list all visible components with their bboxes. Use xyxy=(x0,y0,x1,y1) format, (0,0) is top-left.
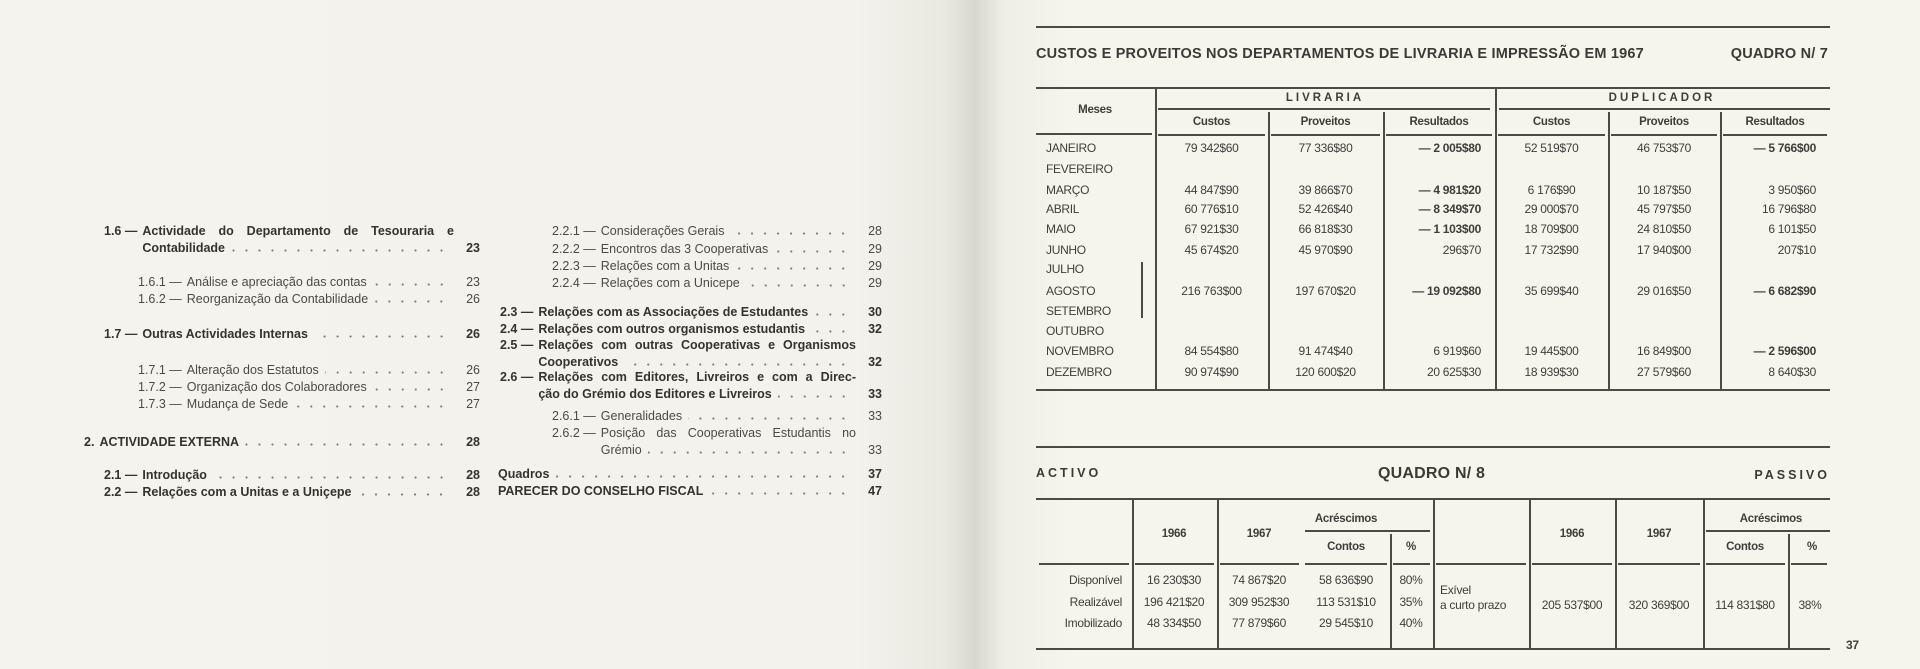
dot-leader xyxy=(730,232,850,235)
dot-leader xyxy=(709,492,850,495)
column-divider xyxy=(1433,499,1435,648)
table-cell: 17 940$00 xyxy=(1636,243,1692,257)
toc-entry-title: Análise e apreciação das contas xyxy=(186,275,367,289)
table-cell: 60 776$10 xyxy=(1184,202,1239,216)
table-cell: 29 000$70 xyxy=(1524,202,1579,216)
column-divider xyxy=(1615,499,1617,648)
column-header: 1966 xyxy=(1559,528,1585,540)
column-divider xyxy=(1529,499,1531,648)
passivo-label: PASSIVO xyxy=(1754,468,1830,482)
table-cell: 45 674$20 xyxy=(1184,243,1239,257)
table-cell: 74 867$20 xyxy=(1231,573,1287,587)
header-rule xyxy=(1271,134,1380,136)
toc-entry-number: 2.6.1 — xyxy=(552,409,596,423)
table-cell: 48 334$50 xyxy=(1146,616,1202,630)
toc-entry-title: Posição das Cooperativas Estudantis no xyxy=(600,426,856,440)
table-cell: 196 421$20 xyxy=(1143,595,1205,609)
table-cell: 16 230$30 xyxy=(1146,573,1202,587)
table-cell: 16 796$80 xyxy=(1761,202,1816,216)
table-cell: 35 699$40 xyxy=(1524,284,1579,298)
dot-leader xyxy=(373,388,448,391)
month-label: FEVEREIRO xyxy=(1046,162,1113,176)
toc-entry-title: Grémio xyxy=(600,443,642,457)
header-rule xyxy=(1611,134,1717,136)
table-cell: 120 600$20 xyxy=(1295,365,1356,379)
toc-entry-page: 29 xyxy=(868,276,882,290)
column-header: % xyxy=(1807,541,1817,553)
group-header-livraria: LIVRARIA xyxy=(1285,92,1365,104)
table-cell: 90 974$90 xyxy=(1184,365,1239,379)
dot-leader xyxy=(373,283,448,286)
dot-leader xyxy=(735,267,850,270)
toc-entry-title: Relações com as Associações de Estudantes xyxy=(538,305,809,319)
toc-entry-page: 28 xyxy=(868,224,882,238)
table-cell: 52 519$70 xyxy=(1524,141,1579,155)
table-cell: 6 101$50 xyxy=(1768,222,1816,236)
dot-leader xyxy=(231,249,448,252)
toc-entry-number: 2.1 — xyxy=(104,468,138,482)
toc-entry-number: 2.2.1 — xyxy=(552,224,596,238)
table-cell: 91 474$40 xyxy=(1298,344,1353,358)
column-header: 1966 xyxy=(1161,528,1187,540)
toc-entry-page: 33 xyxy=(868,443,882,457)
month-label: JANEIRO xyxy=(1046,141,1096,155)
table-cell: 77 336$80 xyxy=(1298,141,1353,155)
toc-entry-page: 28 xyxy=(466,435,480,449)
toc-entry-page: 26 xyxy=(466,327,480,341)
page-number: 37 xyxy=(1846,638,1859,652)
header-rule xyxy=(1039,563,1129,565)
toc-entry-title: Outras Actividades Internas xyxy=(142,327,308,341)
header-rule xyxy=(1305,563,1387,565)
toc-entry[interactable] xyxy=(552,408,882,425)
toc-entry-number: 1.6.1 — xyxy=(138,275,182,289)
toc-entry[interactable] xyxy=(552,275,882,292)
header-rule xyxy=(1436,563,1526,565)
table-cell: 45 797$50 xyxy=(1636,202,1692,216)
toc-entry[interactable] xyxy=(138,274,480,291)
meses-header: Meses xyxy=(1078,104,1112,116)
toc-entry-number: 1.7.3 — xyxy=(138,397,182,411)
quadro7-title: CUSTOS E PROVEITOS NOS DEPARTAMENTOS DE LIVRARIA E IMPRESSÃO EM 1967 xyxy=(1036,46,1644,62)
toc-entry-title: Alteração dos Estatutos xyxy=(186,363,319,377)
table-cell: 66 818$30 xyxy=(1298,222,1353,236)
toc-entry-number: 2.2 — xyxy=(104,485,138,499)
toc-entry-title: Relações com Editores, Livreiros e com a Direc- xyxy=(538,370,856,384)
toc-entry-page: 29 xyxy=(868,259,882,273)
column-header: % xyxy=(1406,541,1416,553)
toc-entry-number: 2. xyxy=(84,435,95,449)
header-rule xyxy=(1706,563,1785,565)
toc-entry[interactable] xyxy=(498,483,882,500)
table-cell: — 4 981$20 xyxy=(1418,183,1481,197)
toc-entry-title: ção do Grémio dos Editores e Livreiros xyxy=(538,387,772,401)
column-header: Custos xyxy=(1532,116,1571,128)
column-divider xyxy=(1703,499,1705,648)
table-cell: 113 531$10 xyxy=(1316,595,1376,609)
column-divider xyxy=(1217,499,1219,648)
table-cell: 39 866$70 xyxy=(1298,183,1353,197)
column-divider xyxy=(1390,534,1392,648)
column-header: 1967 xyxy=(1246,528,1272,540)
dot-leader xyxy=(555,475,850,478)
right-page xyxy=(975,0,1920,669)
toc-entry[interactable] xyxy=(552,241,882,258)
table-cell: 296$70 xyxy=(1442,243,1481,257)
table-cell: — 2 005$80 xyxy=(1418,141,1481,155)
column-header: Contos xyxy=(1726,541,1764,553)
toc-entry-title: Quadros xyxy=(498,467,550,481)
table-cell: 17 732$90 xyxy=(1524,243,1579,257)
activo-label: ACTIVO xyxy=(1036,466,1102,480)
acrescimos-rule xyxy=(1305,530,1430,532)
table-cell: 6 176$90 xyxy=(1527,183,1576,197)
toc-entry[interactable] xyxy=(500,369,882,403)
column-divider xyxy=(1132,499,1134,648)
toc-entry[interactable] xyxy=(552,223,882,240)
toc-entry-title: PARECER DO CONSELHO FISCAL xyxy=(498,484,704,498)
column-divider xyxy=(1383,112,1385,389)
column-header: Proveitos xyxy=(1300,116,1351,128)
table-cell: 18 709$00 xyxy=(1524,222,1579,236)
toc-entry[interactable] xyxy=(500,337,882,371)
row-label: Imobilizado xyxy=(1064,616,1122,630)
toc-entry-title: Actividade do Departamento de Tesouraria e xyxy=(142,224,454,238)
header-rule xyxy=(1791,563,1827,565)
top-rule xyxy=(1036,26,1830,28)
dot-leader xyxy=(357,493,448,496)
toc-entry-title: Generalidades xyxy=(600,409,683,423)
table-bottom-rule xyxy=(1036,389,1830,391)
dot-leader xyxy=(814,313,850,316)
month-label: JUNHO xyxy=(1046,243,1086,257)
toc-entry-title: Relações com outros organismos estudantis xyxy=(538,322,806,336)
table-cell: 29 545$10 xyxy=(1318,616,1374,630)
toc-entry-page: 26 xyxy=(466,363,480,377)
row-label: Realizável xyxy=(1069,595,1122,609)
header-rule xyxy=(1220,563,1299,565)
toc-entry-page: 29 xyxy=(868,242,882,256)
header-rule xyxy=(1618,563,1700,565)
column-divider xyxy=(1268,112,1270,389)
top-rule xyxy=(1036,446,1830,448)
toc-entry[interactable] xyxy=(498,466,882,483)
header-rule xyxy=(1498,134,1605,136)
table-cell: 6 919$60 xyxy=(1433,344,1481,358)
toc-entry-title: Encontros das 3 Cooperativas xyxy=(600,242,769,256)
toc-entry[interactable] xyxy=(138,362,480,379)
column-header: Acréscimos xyxy=(1739,513,1802,525)
table-cell: 46 753$70 xyxy=(1636,141,1692,155)
group-rule xyxy=(1158,108,1490,110)
header-rule xyxy=(1158,134,1265,136)
bracket xyxy=(1141,262,1143,318)
table-cell: 216 763$00 xyxy=(1181,284,1242,298)
column-header: 1967 xyxy=(1646,528,1672,540)
toc-entry-page: 23 xyxy=(466,275,480,289)
month-label: OUTUBRO xyxy=(1046,324,1104,338)
toc-entry-title: Relações com outras Cooperativas e Organismos xyxy=(538,338,856,352)
toc-entry-title: Reorganização da Contabilidade xyxy=(186,292,369,306)
toc-entry-number: 1.6 — xyxy=(104,224,138,238)
toc-entry-title: Relações com a Unitas xyxy=(600,259,730,273)
table-cell: — 2 596$00 xyxy=(1753,344,1816,358)
header-rule xyxy=(1036,133,1152,135)
column-header: Custos xyxy=(1192,116,1231,128)
toc-entry-page: 33 xyxy=(868,409,882,423)
table-cell: 35% xyxy=(1399,595,1423,609)
header-rule xyxy=(1386,134,1492,136)
dot-leader xyxy=(811,330,850,333)
dot-leader xyxy=(774,250,850,253)
column-divider xyxy=(1720,112,1722,389)
toc-entry-page: 33 xyxy=(868,387,882,401)
dot-leader xyxy=(648,451,850,454)
toc-entry[interactable] xyxy=(138,379,480,396)
toc-entry[interactable] xyxy=(104,326,480,343)
column-header: Resultados xyxy=(1409,116,1469,128)
month-label: ABRIL xyxy=(1046,202,1080,216)
column-divider xyxy=(1155,88,1157,389)
dot-leader xyxy=(374,300,448,303)
header-rule xyxy=(1393,563,1430,565)
table-cell: 3 950$60 xyxy=(1768,183,1816,197)
table-cell: 27 579$60 xyxy=(1636,365,1692,379)
toc-entry-title: Considerações Gerais xyxy=(600,224,725,238)
table-cell: — 19 092$80 xyxy=(1412,284,1481,298)
toc-entry-page: 37 xyxy=(868,467,882,481)
toc-entry-title: Cooperativos xyxy=(538,355,619,369)
toc-entry-page: 28 xyxy=(466,485,480,499)
month-label: AGOSTO xyxy=(1046,284,1096,298)
month-label: MAIO xyxy=(1046,222,1076,236)
toc-entry-number: 2.5 — xyxy=(500,338,534,352)
toc-entry[interactable] xyxy=(138,291,480,308)
toc-entry-number: 1.7 — xyxy=(104,327,138,341)
toc-entry[interactable] xyxy=(500,304,882,321)
column-header: Resultados xyxy=(1745,116,1805,128)
dot-leader xyxy=(688,417,850,420)
table-cell: — 5 766$00 xyxy=(1753,141,1816,155)
column-divider xyxy=(1608,112,1610,389)
table-cell: 67 921$30 xyxy=(1184,222,1239,236)
group-header-duplicador: DUPLICADOR xyxy=(1608,92,1716,104)
header-rule xyxy=(1723,134,1827,136)
toc-entry-page: 26 xyxy=(466,292,480,306)
table-cell: 84 554$80 xyxy=(1184,344,1239,358)
toc-entry-title: Mudança de Sede xyxy=(186,397,289,411)
table-cell: — 8 349$70 xyxy=(1418,202,1481,216)
table-cell: 38% xyxy=(1798,598,1822,612)
toc-entry-title: Relações com a Unicepe xyxy=(600,276,740,290)
table-cell: 45 970$90 xyxy=(1298,243,1353,257)
toc-entry[interactable] xyxy=(84,434,480,451)
table-cell: 18 939$30 xyxy=(1524,365,1579,379)
toc-entry[interactable] xyxy=(552,258,882,275)
toc-entry-page: 32 xyxy=(868,355,882,369)
dot-leader xyxy=(746,284,850,287)
toc-entry-page: 27 xyxy=(466,380,480,394)
toc-entry[interactable] xyxy=(500,321,882,338)
table-cell: — 6 682$90 xyxy=(1753,284,1816,298)
toc-entry-number: 2.4 — xyxy=(500,322,534,336)
table-cell: 10 187$50 xyxy=(1636,183,1692,197)
toc-entry-number: 2.6 — xyxy=(500,370,534,384)
toc-entry-number: 1.7.1 — xyxy=(138,363,182,377)
toc-entry-number: 1.6.2 — xyxy=(138,292,182,306)
quadro7-number: QUADRO N/ 7 xyxy=(1730,46,1828,62)
month-label: DEZEMBRO xyxy=(1046,365,1112,379)
dot-leader xyxy=(213,476,448,479)
toc-entry[interactable] xyxy=(104,467,480,484)
table-cell: — 1 103$00 xyxy=(1418,222,1481,236)
acrescimos-rule xyxy=(1706,530,1830,532)
dot-leader xyxy=(325,371,448,374)
toc-entry[interactable] xyxy=(104,223,480,257)
toc-entry-page: 28 xyxy=(466,468,480,482)
table-cell: 24 810$50 xyxy=(1636,222,1692,236)
column-divider xyxy=(1495,88,1497,389)
toc-entry-number: 2.2.2 — xyxy=(552,242,596,256)
toc-entry-title: Relações com a Unitas e a Uniçepe xyxy=(142,485,352,499)
table-cell: 197 670$20 xyxy=(1295,284,1356,298)
toc-entry-number: 2.2.4 — xyxy=(552,276,596,290)
column-header: Proveitos xyxy=(1639,116,1689,128)
table-cell: 114 831$80 xyxy=(1715,598,1775,612)
dot-leader xyxy=(624,363,850,366)
month-label: MARÇO xyxy=(1046,183,1090,197)
group-rule xyxy=(1499,108,1830,110)
table-cell: 44 847$90 xyxy=(1184,183,1239,197)
quadro8-number: QUADRO N/ 8 xyxy=(1378,465,1486,482)
dot-leader xyxy=(294,405,448,408)
toc-entry-page: 23 xyxy=(466,241,480,255)
table-cell: 29 016$50 xyxy=(1636,284,1692,298)
table-cell: 19 445$00 xyxy=(1524,344,1579,358)
table-bottom-rule xyxy=(1036,648,1830,650)
dot-leader xyxy=(314,335,448,338)
toc-entry-number: 2.3 — xyxy=(500,305,534,319)
toc-entry-title: Introdução xyxy=(142,468,207,482)
toc-entry-title: Contabilidade xyxy=(142,241,226,255)
dot-leader xyxy=(778,395,850,398)
table-cell: 320 369$00 xyxy=(1628,598,1690,612)
column-divider xyxy=(1788,534,1790,648)
toc-entry-page: 47 xyxy=(868,484,882,498)
table-cell: 52 426$40 xyxy=(1298,202,1353,216)
toc-entry-title: Organização dos Colaboradores xyxy=(186,380,367,394)
table-cell: 205 537$00 xyxy=(1541,598,1603,612)
table-cell: 77 879$60 xyxy=(1231,616,1287,630)
table-cell: 58 636$90 xyxy=(1318,573,1374,587)
column-header: Acréscimos xyxy=(1314,513,1378,525)
table-cell: 8 640$30 xyxy=(1768,365,1816,379)
toc-entry-number: 2.2.3 — xyxy=(552,259,596,273)
toc-entry[interactable] xyxy=(138,396,480,413)
table-cell: 40% xyxy=(1399,616,1423,630)
table-cell: 80% xyxy=(1399,573,1423,587)
table-cell: 20 625$30 xyxy=(1426,365,1481,379)
row-label: a curto prazo xyxy=(1440,598,1507,612)
toc-entry-page: 32 xyxy=(868,322,882,336)
row-label: Exível xyxy=(1440,583,1471,597)
toc-entry-page: 30 xyxy=(868,305,882,319)
row-label: Disponível xyxy=(1068,573,1122,587)
month-label: NOVEMBRO xyxy=(1046,344,1114,358)
dot-leader xyxy=(245,443,448,446)
header-rule xyxy=(1532,563,1612,565)
toc-entry-title: ACTIVIDADE EXTERNA xyxy=(99,435,240,449)
toc-entry-number: 2.6.2 — xyxy=(552,426,596,440)
month-label: JULHO xyxy=(1046,262,1084,276)
toc-entry-number: 1.7.2 — xyxy=(138,380,182,394)
toc-entry-page: 27 xyxy=(466,397,480,411)
toc-entry[interactable] xyxy=(552,425,882,459)
table-cell: 309 952$30 xyxy=(1228,595,1290,609)
header-rule xyxy=(1135,563,1214,565)
column-header: Contos xyxy=(1327,541,1365,553)
table-cell: 79 342$60 xyxy=(1184,141,1239,155)
table-cell: 207$10 xyxy=(1777,243,1816,257)
table-cell: 16 849$00 xyxy=(1636,344,1692,358)
month-label: SETEMBRO xyxy=(1046,304,1111,318)
toc-entry[interactable] xyxy=(104,484,480,501)
